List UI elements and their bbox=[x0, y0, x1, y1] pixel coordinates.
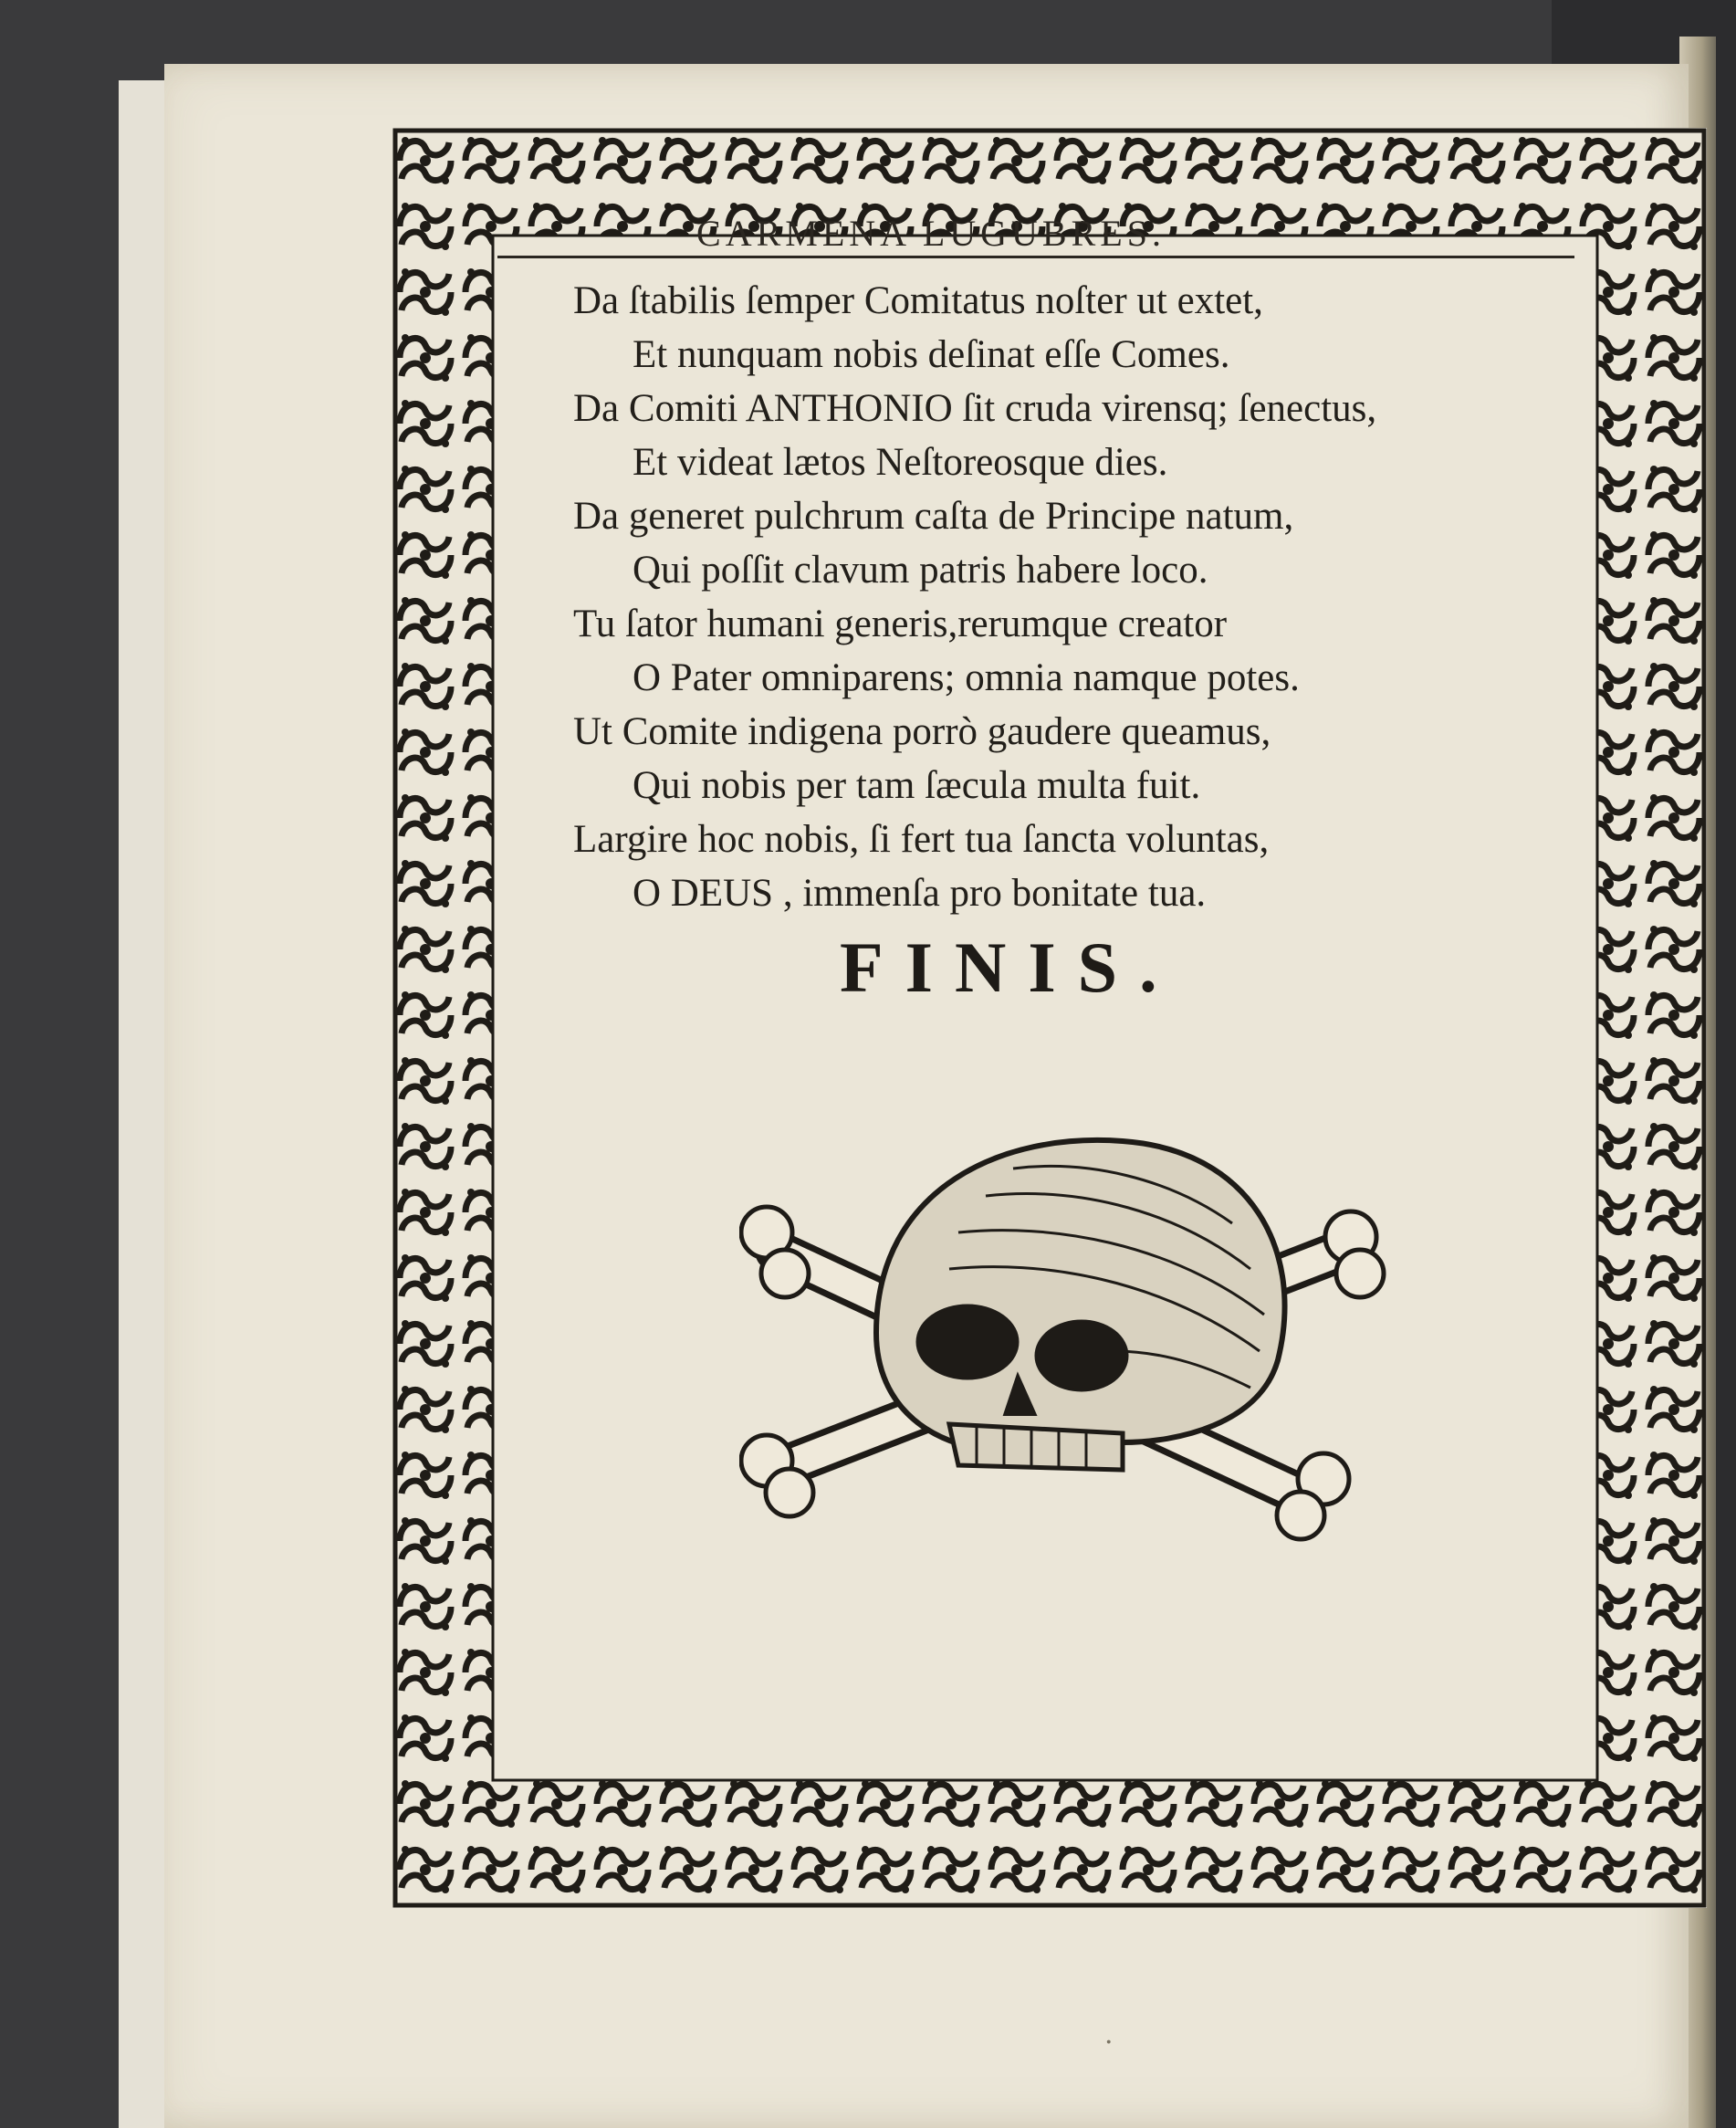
verse-line: Et nunquam nobis deſinat eſſe Comes. bbox=[633, 333, 1230, 376]
verse-line: Da ſtabilis ſemper Comitatus noſter ut extet, bbox=[573, 279, 1263, 322]
verse-line: Et videat lætos Neſtoreosque dies. bbox=[633, 441, 1168, 484]
page-signature-mark: · bbox=[1104, 2027, 1114, 2059]
verse-line: Largire hoc nobis, ſi fert tua ſancta voluntas, bbox=[573, 818, 1270, 861]
verse-line: Da generet pulchrum caſta de Principe natum, bbox=[573, 495, 1294, 538]
skull-and-crossbones-icon bbox=[739, 1114, 1396, 1556]
verse-line: Qui nobis per tam ſæcula multa fuit. bbox=[633, 764, 1201, 807]
finis-heading: FINIS. bbox=[840, 928, 1179, 1007]
poem-text bbox=[573, 274, 1586, 920]
verse-line: Tu ſator humani generis,rerumque creator bbox=[573, 603, 1228, 645]
header-rule bbox=[497, 256, 1574, 258]
verse-line: O Pater omniparens; omnia namque potes. bbox=[633, 656, 1300, 699]
verse-line: O DEUS , immenſa pro bonitate tua. bbox=[633, 872, 1207, 915]
verse-line: Da Comiti ANTHONIO ſit cruda virensq; ſenectus, bbox=[573, 387, 1377, 430]
running-header: CARMENA LUGUBRES. bbox=[696, 213, 1166, 254]
verse-line: Ut Comite indigena porrò gaudere queamus, bbox=[573, 710, 1271, 753]
verse-line: Qui poſſit clavum patris habere loco. bbox=[633, 549, 1208, 592]
